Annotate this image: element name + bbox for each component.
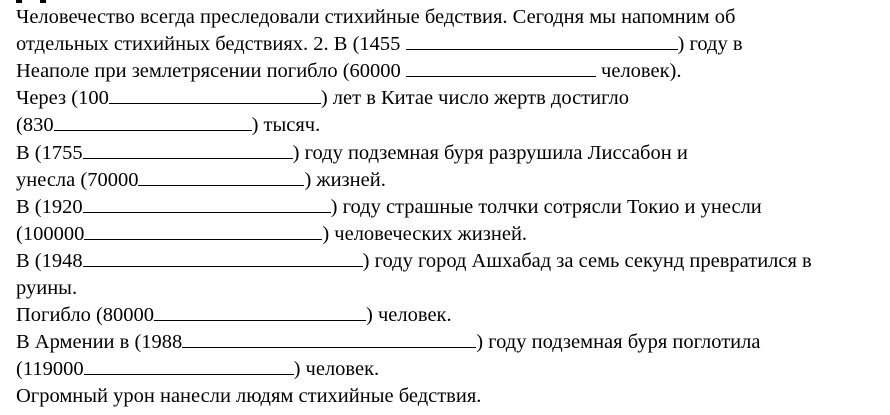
line-9-after: ) человеческих жизней.: [322, 223, 528, 245]
line-8-before: В (1920: [16, 196, 83, 218]
text-line-8: [16, 194, 762, 220]
answer-blank-9[interactable]: [83, 248, 363, 267]
answer-blank-10[interactable]: [154, 302, 366, 321]
text-line-5: [16, 112, 320, 138]
answer-blank-6[interactable]: [138, 167, 304, 186]
text-line-1: [16, 4, 735, 30]
line-7-before: унесла (70000: [16, 169, 139, 191]
text-line-9: [16, 221, 527, 247]
line-1-text: Человечество всегда преследовали стихийные бедствия. Сегодня мы напомним об: [16, 6, 736, 28]
answer-blank-1[interactable]: [406, 31, 678, 50]
line-14-before: (119000: [16, 358, 84, 380]
line-4-before: Через (100: [16, 87, 109, 109]
answer-blank-7[interactable]: [83, 194, 331, 213]
text-line-10: [16, 248, 812, 274]
text-line-3: [16, 58, 682, 84]
line-2-after: ) году в: [677, 33, 743, 55]
line-12-before: Погибло (80000: [16, 304, 155, 326]
line-9-before: (100000: [16, 223, 85, 245]
line-13-after: ) году подземная буря поглотила: [476, 331, 761, 353]
answer-blank-11[interactable]: [182, 329, 476, 348]
line-13-before: В Армении в (1988: [16, 331, 183, 353]
answer-blank-12[interactable]: [84, 356, 294, 375]
answer-blank-8[interactable]: [84, 221, 322, 240]
text-line-4: [16, 85, 629, 111]
line-11-text: руины.: [16, 277, 78, 299]
text-line-13: [16, 329, 760, 355]
answer-blank-5[interactable]: [83, 140, 293, 159]
line-2-before: отдельных стихийных бедствиях. 2. В (1455: [16, 33, 406, 55]
text-line-14: [16, 356, 379, 382]
text-line-12: [16, 302, 452, 328]
line-14-after: ) человек.: [293, 358, 380, 380]
line-12-after: ) человек.: [366, 304, 452, 326]
answer-blank-2[interactable]: [406, 58, 596, 77]
line-6-after: ) году подземная буря разрушила Лиссабон и: [292, 142, 688, 164]
text-line-7: [16, 167, 386, 193]
line-7-after: ) жизней.: [304, 169, 386, 191]
answer-blank-4[interactable]: [54, 112, 252, 131]
line-3-after: человек).: [595, 60, 682, 82]
text-line-6: [16, 140, 688, 166]
line-5-after: ) тысяч.: [251, 114, 321, 136]
answer-blank-3[interactable]: [109, 85, 321, 104]
line-15-text: Огромный урон нанесли людям стихийные бедствия.: [16, 385, 482, 407]
line-6-before: В (1755: [16, 142, 83, 164]
text-line-11: [16, 275, 77, 301]
line-10-before: В (1948: [16, 250, 83, 272]
line-3-before: Неаполе при землетрясении погибло (60000: [16, 60, 406, 82]
line-8-after: ) году страшные толчки сотрясли Токио и унесли: [330, 196, 762, 218]
text-line-15: [16, 383, 481, 409]
text-line-2: [16, 31, 743, 57]
line-5-before: (830: [16, 114, 54, 136]
line-4-after: ) лет в Китае число жертв достигло: [320, 87, 629, 109]
line-10-after: ) году город Ашхабад за семь секунд превратился в: [362, 250, 812, 272]
